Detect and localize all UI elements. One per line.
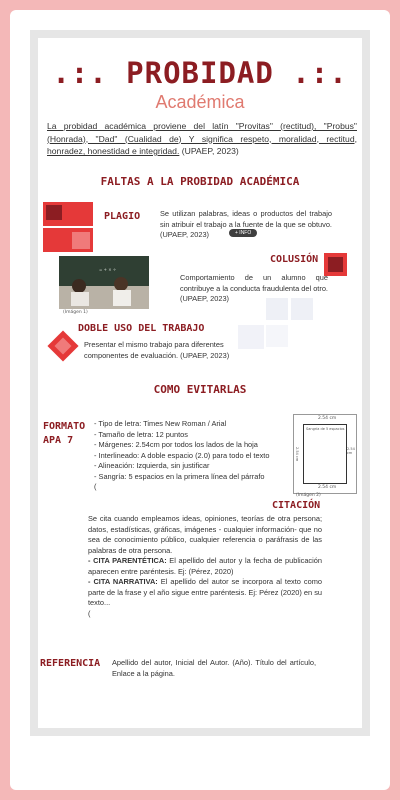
citacion-block <box>88 514 322 619</box>
referencia-text: Apellido del autor, Inicial del Autor. (Año). Título del artículo, Enlace a la página. <box>112 658 316 678</box>
plagio-text: Se utilizan palabras, ideas o productos del trabajo sin atribuir el trabajo a la fuente de la que se obtuvo. (UPAEP, 2023) <box>160 209 332 239</box>
cita-parentetica-text: El apellido del autor y la fecha de publicación aparecen entre paréntesis. Ej: (Pérez, 2020) <box>88 556 322 576</box>
formato-item: - Alineación: Izquierda, sin justificar <box>94 461 210 470</box>
formato-item: - Tipo de letra: Times New Roman / Arial <box>94 419 227 428</box>
deco-square-1 <box>266 298 288 320</box>
plagio-square-right <box>69 202 93 226</box>
colusion-image-caption: (Imágen 1) <box>63 310 88 315</box>
classroom-photo <box>59 256 149 309</box>
diagram-text-area <box>303 424 347 484</box>
colusion-square-inner <box>328 257 343 272</box>
formato-item: ( <box>94 482 97 491</box>
plagio-heading: PLAGIO <box>104 211 141 222</box>
intro-paragraph <box>47 120 357 158</box>
formato-item: - Tamaño de letra: 12 puntos <box>94 429 188 439</box>
page-subtitle: Académica <box>155 92 245 112</box>
cita-narrativa <box>88 577 322 609</box>
info-button[interactable]: + INFO <box>229 229 257 237</box>
cita-narrativa-text: El apellido del autor se incorpora al texto como parte de la frase y el año sigue entre paréntesis. Ej: Pérez (2020) en su texto... <box>88 577 322 607</box>
formato-heading-line2: APA 7 <box>43 435 74 446</box>
citacion-text: Se cita cuando empleamos ideas, opiniones, teorías de otra persona; datos, estadísticas, gráficas, imágenes - cualquier información- que no sea de conocimiento público, cualquier referencia o paráfrasis de las palabras de otra persona. <box>88 514 322 555</box>
deco-square-2 <box>291 298 313 320</box>
doble-uso-text: Presentar el mismo trabajo para diferentes componentes de evaluación. (UPAEP, 2023) <box>84 340 230 360</box>
formato-image-caption: (Imágen 2) <box>296 493 321 498</box>
citacion-trailing: ( <box>88 608 91 618</box>
referencia-heading: REFERENCIA <box>40 658 101 669</box>
diagram-right-label: 2.54 cm <box>347 447 355 455</box>
cita-parentetica-label: - CITA PARENTÉTICA: <box>88 556 167 565</box>
diagram-top-label: 2.54 cm <box>318 416 337 421</box>
plagio-square-dark <box>46 205 62 220</box>
formato-item: - Márgenes: 2.54cm por todos los lados de la hoja <box>94 440 258 449</box>
colusion-text: Comportamiento de un alumno que contribuye a la conducta fraudulenta del otro. (UPAEP, 2023) <box>180 273 328 303</box>
citacion-heading: CITACIÓN <box>272 500 321 511</box>
cita-parentetica <box>88 556 322 577</box>
plagio-square-light <box>72 232 90 249</box>
intro-citation: (UPAEP, 2023) <box>179 146 239 156</box>
colusion-heading: COLUSIÓN <box>270 254 319 265</box>
deco-square-4 <box>266 325 288 347</box>
formato-item: - Interlineado: A doble espacio (2.0) para todo el texto <box>94 450 270 460</box>
cita-narrativa-label: - CITA NARRATIVA: <box>88 577 158 586</box>
page-title: .:. PROBIDAD .:. <box>52 56 348 90</box>
formato-list <box>94 419 294 493</box>
formato-heading <box>43 420 85 448</box>
diagram-header-label: Sangría de 5 espacios <box>306 427 345 431</box>
doble-uso-heading: DOBLE USO DEL TRABAJO <box>78 323 205 334</box>
infographic <box>38 38 362 728</box>
faltas-heading: FALTAS A LA PROBIDAD ACADÉMICA <box>100 175 300 188</box>
diagram-bottom-label: 2.54 cm <box>318 485 337 490</box>
svg-text:= + × ÷: = + × ÷ <box>99 267 117 272</box>
formato-heading-line1: FORMATO <box>43 421 86 432</box>
classroom-photo-art <box>59 256 149 309</box>
intro-definition: La probidad académica proviene del latín "Provitas" (rectitud), "Probus" (Honrada), "Dad" (Cualidad de) Y significa respeto, moralidad, rectitud, honradez, honestidad e integridad. <box>47 121 357 156</box>
evitarlas-heading: COMO EVITARLAS <box>153 383 247 396</box>
diagram-left-label: 2.54 cm <box>295 447 299 462</box>
formato-item: - Sangría: 5 espacios en la primera línea del párrafo <box>94 471 265 481</box>
apa-page-diagram <box>293 414 357 494</box>
